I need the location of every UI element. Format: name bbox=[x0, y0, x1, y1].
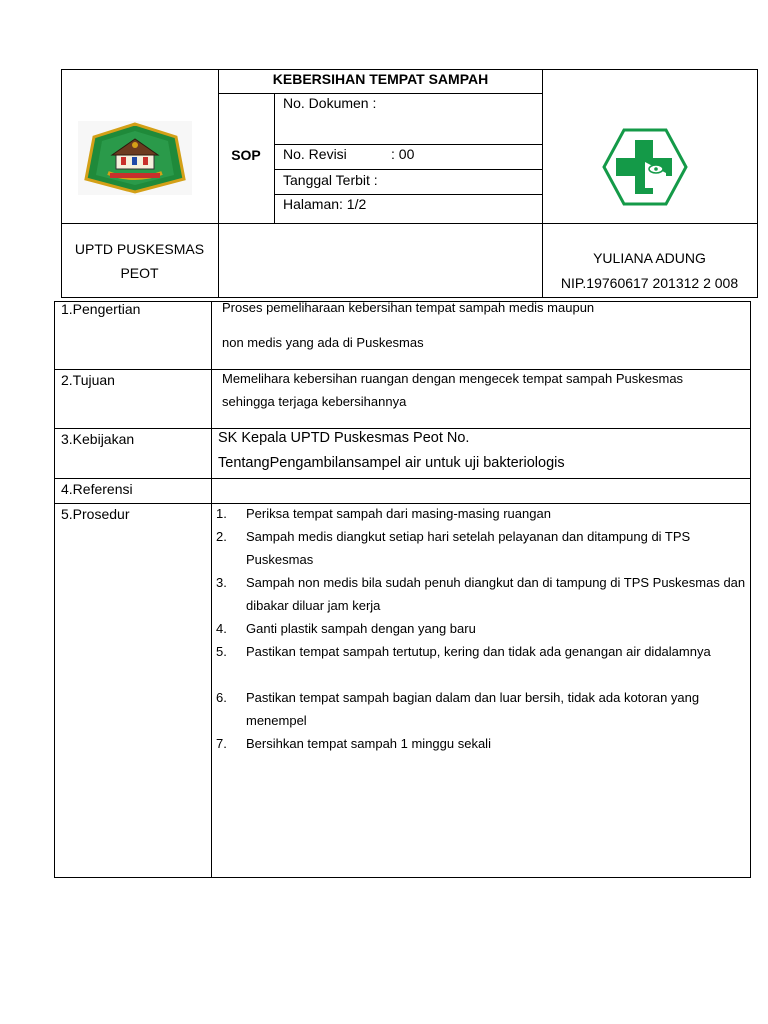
halaman-field: Halaman: 1/2 bbox=[283, 196, 367, 212]
no-revisi-value: : 00 bbox=[391, 146, 415, 162]
tujuan-text-line2: sehingga terjaga kebersihannya bbox=[222, 394, 407, 409]
procedure-step-text: Periksa tempat sampah dari masing-masing ruangan bbox=[246, 506, 551, 521]
procedure-step-text: Sampah non medis bila sudah penuh diangkut dan di tampung di TPS Puskesmas dan dibakar diluar jam kerja bbox=[246, 575, 746, 613]
procedure-step-text: Pastikan tempat sampah bagian dalam dan luar bersih, tidak ada kotoran yang menempel bbox=[246, 690, 700, 728]
organization-name-line1: UPTD PUSKESMAS bbox=[74, 241, 205, 257]
procedure-step-text: Ganti plastik sampah dengan yang baru bbox=[246, 621, 476, 636]
no-revisi-label: No. Revisi bbox=[283, 146, 347, 162]
signer-nip: NIP.19760617 201312 2 008 bbox=[560, 275, 739, 291]
procedure-step-number: 6. bbox=[216, 690, 227, 705]
procedure-step-number: 7. bbox=[216, 736, 227, 751]
kebijakan-text-line2: TentangPengambilansampel air untuk uji bakteriologis bbox=[218, 455, 565, 471]
procedure-step-number: 3. bbox=[216, 575, 227, 590]
pengertian-label: 1.Pengertian bbox=[61, 301, 141, 317]
document-title: KEBERSIHAN TEMPAT SAMPAH bbox=[272, 71, 489, 87]
procedure-step-number: 1. bbox=[216, 506, 227, 521]
referensi-label: 4.Referensi bbox=[61, 481, 133, 497]
tujuan-label: 2.Tujuan bbox=[61, 372, 115, 388]
procedure-step-text: Bersihkan tempat sampah 1 minggu sekali bbox=[246, 736, 491, 751]
procedure-step-text: Pastikan tempat sampah tertutup, kering dan tidak ada genangan air didalamnya bbox=[246, 644, 711, 659]
kebijakan-label: 3.Kebijakan bbox=[61, 431, 135, 447]
sop-label: SOP bbox=[231, 147, 261, 163]
procedure-step-text: Sampah medis diangkut setiap hari setelah pelayanan dan ditampung di TPS Puskesmas bbox=[246, 529, 691, 567]
prosedur-label: 5.Prosedur bbox=[61, 506, 130, 522]
kebijakan-text-line1: SK Kepala UPTD Puskesmas Peot No. bbox=[218, 430, 470, 446]
regional-emblem-logo bbox=[78, 121, 192, 195]
no-dokumen-field: No. Dokumen : bbox=[283, 95, 377, 111]
procedure-step-number: 4. bbox=[216, 621, 227, 636]
signer-name: YULIANA ADUNG bbox=[593, 250, 706, 266]
puskesmas-logo bbox=[602, 128, 688, 206]
tujuan-text-line1: Memelihara kebersihan ruangan dengan mengecek tempat sampah Puskesmas bbox=[222, 371, 684, 386]
pengertian-text-line1: Proses pemeliharaan kebersihan tempat sampah medis maupun bbox=[222, 300, 595, 315]
tanggal-terbit-field: Tanggal Terbit : bbox=[283, 172, 378, 188]
organization-name-line2: PEOT bbox=[120, 265, 159, 281]
organization-name bbox=[61, 237, 218, 285]
procedure-step-number: 2. bbox=[216, 529, 227, 544]
procedure-step-number: 5. bbox=[216, 644, 227, 659]
pengertian-text-line2: non medis yang ada di Puskesmas bbox=[222, 335, 424, 350]
